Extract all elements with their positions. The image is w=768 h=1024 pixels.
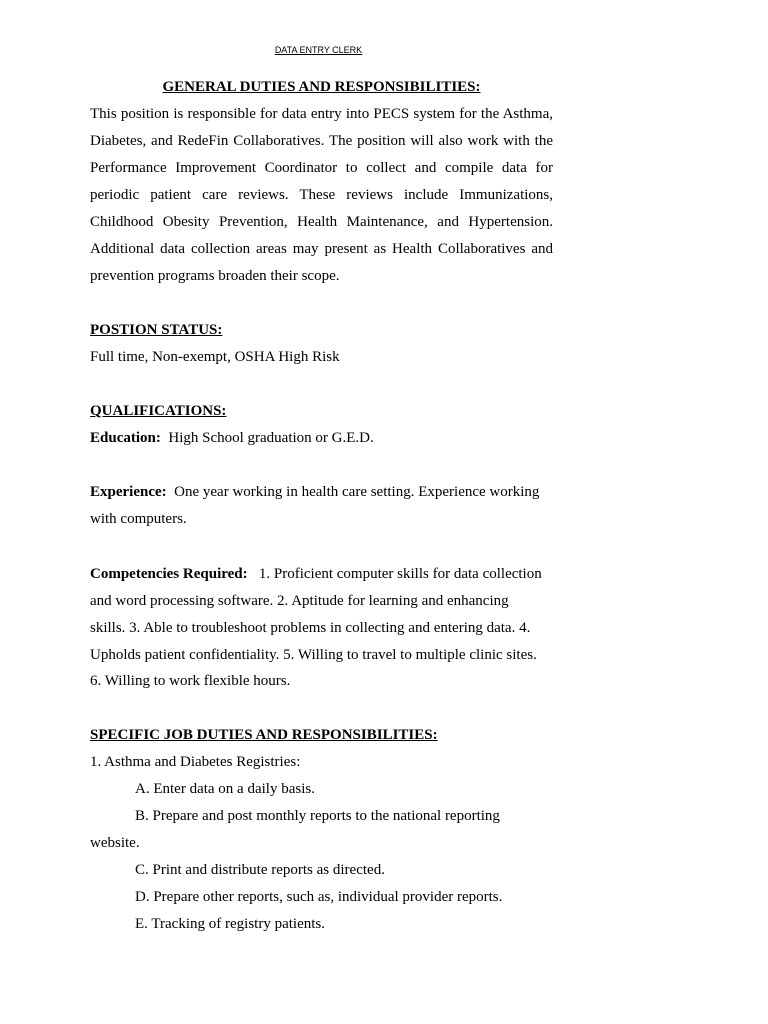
competencies-line-3: skills. 3. Able to troubleshoot problems in collecting and entering data. 4. bbox=[90, 620, 531, 636]
duty-subitem-e: E. Tracking of registry patients. bbox=[135, 916, 325, 932]
competencies-text: 1. Proficient computer skills for data collection bbox=[258, 566, 542, 582]
duty-subitem-a: A. Enter data on a daily basis. bbox=[135, 781, 315, 797]
paragraph-line: prevention programs broaden their scope. bbox=[90, 268, 340, 284]
competencies-line-4: Upholds patient confidentiality. 5. Willing to travel to multiple clinic sites. bbox=[90, 647, 537, 663]
competencies-line-2: and word processing software. 2. Aptitude for learning and enhancing bbox=[90, 593, 509, 609]
header-text: DATA ENTRY CLERK bbox=[274, 45, 363, 55]
general-duties-paragraph bbox=[90, 101, 553, 290]
position-status-heading: POSTION STATUS: bbox=[90, 322, 223, 338]
paragraph-line: Childhood Obesity Prevention, Health Maintenance, and Hypertension. bbox=[90, 214, 553, 230]
duty-subitem-d: D. Prepare other reports, such as, individual provider reports. bbox=[135, 889, 503, 905]
paragraph-line: This position is responsible for data entry into PECS system for the Asthma, bbox=[90, 106, 553, 122]
competencies-line-5: 6. Willing to work flexible hours. bbox=[90, 673, 291, 689]
experience-line bbox=[90, 482, 539, 502]
education-line bbox=[90, 428, 374, 448]
experience-label: Experience: bbox=[90, 484, 167, 500]
duty-subitem-b: B. Prepare and post monthly reports to the national reporting bbox=[135, 808, 500, 824]
duty-item-1: 1. Asthma and Diabetes Registries: bbox=[90, 754, 301, 770]
experience-line-2: with computers. bbox=[90, 511, 187, 527]
experience-text: One year working in health care setting. Experience working bbox=[174, 484, 540, 500]
competencies-line bbox=[90, 564, 542, 584]
paragraph-line: Diabetes, and RedeFin Collaboratives. The position will also work with the bbox=[90, 133, 553, 149]
general-duties-heading: GENERAL DUTIES AND RESPONSIBILITIES: bbox=[162, 79, 481, 95]
competencies-label: Competencies Required: bbox=[90, 566, 248, 582]
duty-subitem-b-continued: website. bbox=[90, 835, 140, 851]
paragraph-line: Performance Improvement Coordinator to collect and compile data for bbox=[90, 160, 553, 176]
position-status-text: Full time, Non-exempt, OSHA High Risk bbox=[90, 349, 340, 365]
education-label: Education: bbox=[90, 430, 161, 446]
specific-duties-heading: SPECIFIC JOB DUTIES AND RESPONSIBILITIES: bbox=[90, 727, 438, 743]
duty-subitem-c: C. Print and distribute reports as directed. bbox=[135, 862, 385, 878]
qualifications-heading: QUALIFICATIONS: bbox=[90, 403, 227, 419]
education-text: High School graduation or G.E.D. bbox=[168, 430, 374, 446]
document-header bbox=[90, 45, 553, 55]
paragraph-line: periodic patient care reviews. These reviews include Immunizations, bbox=[90, 187, 553, 203]
paragraph-line: Additional data collection areas may present as Health Collaboratives and bbox=[90, 241, 553, 257]
